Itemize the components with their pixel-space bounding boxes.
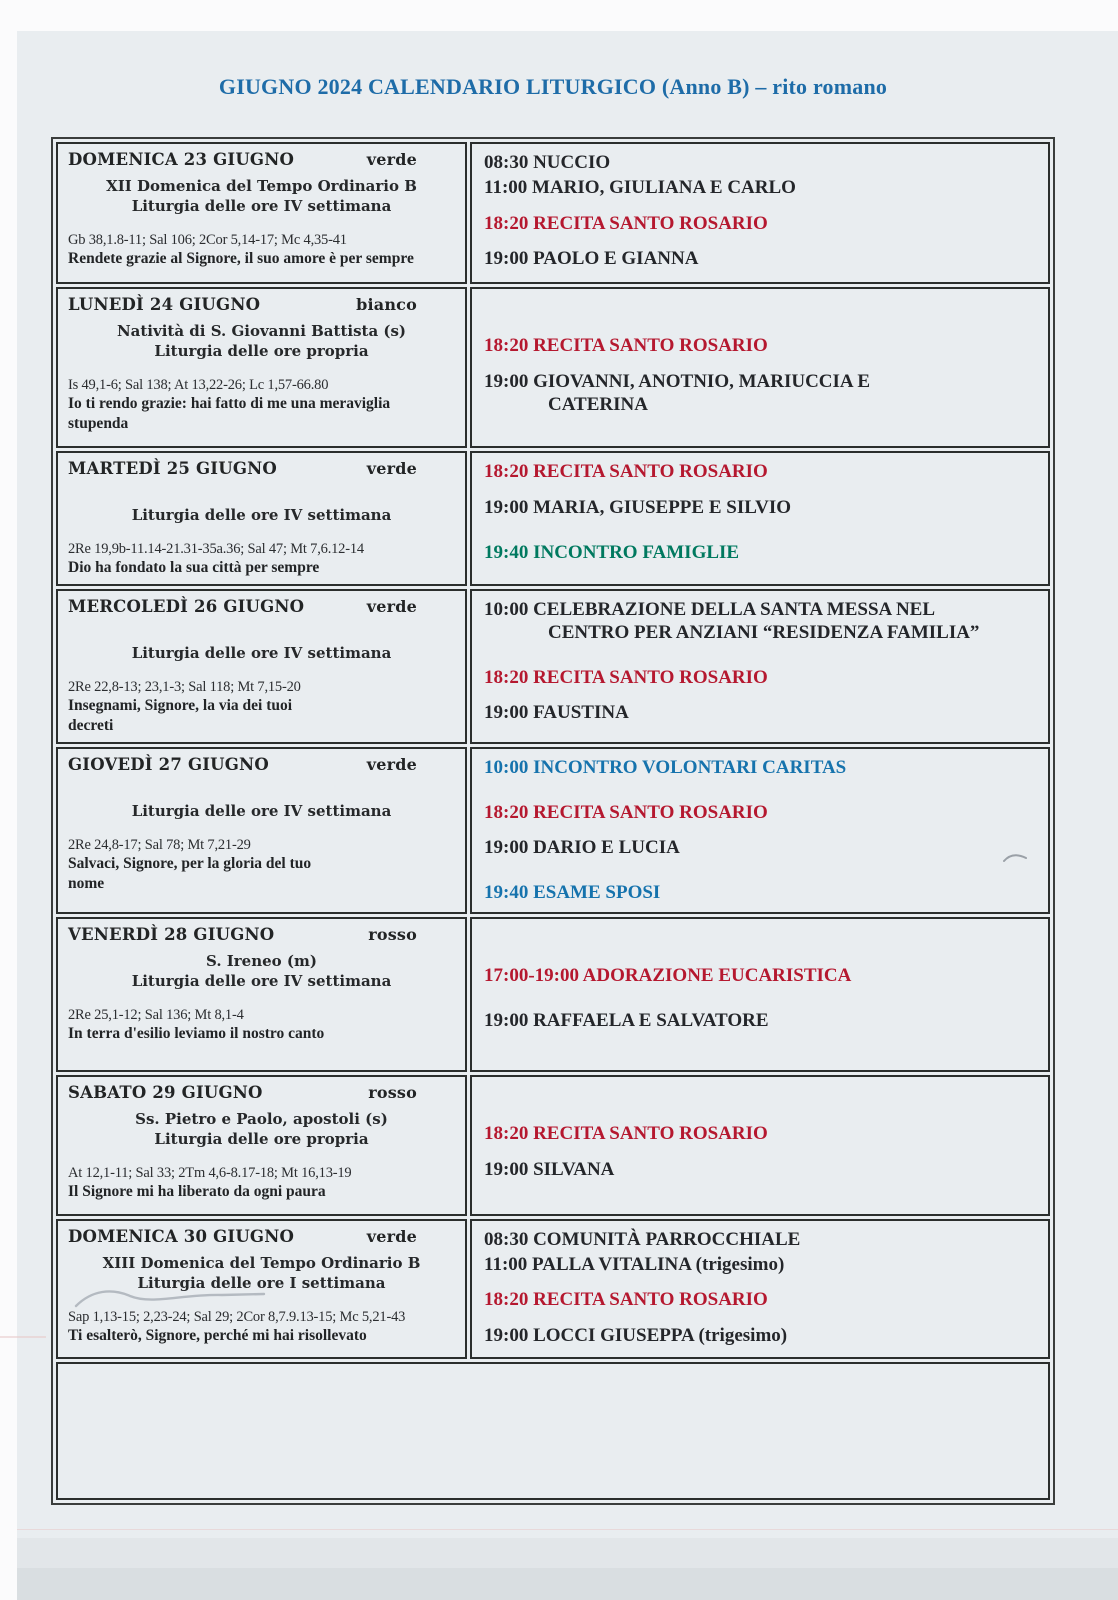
liturgy-of-hours: Liturgia delle ore IV settimana [131,643,392,662]
liturgical-color: rosso [368,1082,417,1102]
day-header [68,755,455,774]
event-line [484,1010,1036,1033]
feast-name: XII Domenica del Tempo Ordinario B [106,177,417,195]
feast-name: XIII Domenica del Tempo Ordinario B [102,1253,421,1272]
day-info-cell [56,287,467,448]
event-line [484,461,1036,484]
event-line [484,837,1036,860]
event-line [484,599,1036,645]
event-text-continued: CENTRO PER ANZIANI “RESIDENZA FAMILIA” [548,621,980,643]
empty-cell [56,1362,1050,1500]
psalm-response: Insegnami, Signore, la via dei tuoi [68,697,293,715]
event-line [484,1325,1036,1348]
psalm-response: Io ti rendo grazie: hai fatto di me una meraviglia [68,395,391,413]
day-row [56,589,1050,744]
liturgy-of-hours: Liturgia delle ore propria [154,1129,369,1148]
day-name: GIOVEDÌ 27 GIUGNO [68,754,269,774]
psalm-response: Salvaci, Signore, per la gloria del tuo [68,854,312,872]
event-line [484,1123,1036,1146]
day-info-cell [56,451,467,586]
event-line [484,757,1036,780]
day-info-cell [56,589,467,744]
readings-citation: 2Re 19,9b-11.14-21.31-35a.36; Sal 47; Mt 7,6.12-14 [68,541,364,557]
event-line [484,213,1036,236]
event-line [484,965,1036,988]
event-text: 08:30 NUCCIO [484,152,611,173]
day-header [68,1227,455,1246]
day-name: VENERDÌ 28 GIUGNO [68,924,275,944]
feast-name: Ss. Pietro e Paolo, apostoli (s) [135,1109,388,1128]
scan-bed-strip [17,1568,1118,1600]
event-text: 19:00 MARIA, GIUSEPPE E SILVIO [484,496,792,518]
day-header [68,925,455,944]
day-row [56,451,1050,586]
liturgical-color: verde [366,459,417,478]
day-header [68,150,455,169]
day-events-cell [470,1075,1050,1216]
event-text: 19:40 ESAME SPOSI [484,882,661,904]
day-header [68,597,455,616]
event-line [484,371,1036,417]
psalm-response: stupenda [68,414,129,432]
event-text: 18:20 RECITA SANTO ROSARIO [484,1289,768,1311]
scan-artifact-line [0,1336,46,1338]
feast-name: Natività di S. Giovanni Battista (s) [116,322,407,340]
event-line [484,802,1036,825]
event-text: 18:20 RECITA SANTO ROSARIO [484,461,768,482]
liturgy-of-hours: Liturgia delle ore IV settimana [131,971,392,990]
day-events-cell [470,917,1050,1072]
readings-citation: At 12,1-11; Sal 33; 2Tm 4,6-8.17-18; Mt 16,13-19 [68,1164,352,1181]
event-line [484,1254,1036,1277]
day-events-cell [470,747,1050,914]
psalm-response: Rendete grazie al Signore, il suo amore è per sempre [68,250,414,268]
readings-citation: Is 49,1-6; Sal 138; At 13,22-26; Lc 1,57-66.80 [68,377,329,393]
day-name: LUNEDÌ 24 GIUGNO [68,295,261,314]
event-text: 11:00 MARIO, GIULIANA E CARLO [484,176,796,198]
event-text: 11:00 PALLA VITALINA (trigesimo) [484,1253,785,1275]
liturgical-color: verde [366,596,417,616]
event-text: 19:00 RAFFAELA E SALVATORE [484,1009,769,1031]
psalm-response: nome [68,874,105,892]
liturgy-of-hours: Liturgia delle ore I settimana [137,1273,386,1292]
liturgical-color: rosso [368,924,417,944]
day-info-cell [56,747,467,914]
day-info-cell [56,917,467,1072]
event-text: 17:00-19:00 ADORAZIONE EUCARISTICA [484,964,852,986]
event-text: 08:30 COMUNITÀ PARROCCHIALE [484,1228,801,1250]
event-text-continued: CATERINA [548,393,648,415]
liturgy-of-hours: Liturgia delle ore propria [154,342,369,360]
day-name: MERCOLEDÌ 26 GIUGNO [68,596,305,616]
day-info-cell [56,142,467,284]
psalm-response: In terra d'esilio leviamo il nostro canto [68,1024,325,1042]
psalm-response: Dio ha fondato la sua città per sempre [68,559,320,577]
day-header [68,1083,455,1102]
day-row [56,142,1050,284]
event-text: 18:20 RECITA SANTO ROSARIO [484,335,768,356]
day-header [68,459,455,478]
scan-artifact-line [17,1529,1118,1530]
event-line [484,702,1036,725]
psalm-response: Ti esalterò, Signore, perché mi hai risollevato [68,1326,367,1344]
event-line [484,882,1036,905]
day-header [68,295,455,314]
day-name: MARTEDÌ 25 GIUGNO [68,459,277,478]
event-line [484,1229,1036,1252]
event-line [484,152,1036,175]
liturgy-of-hours: Liturgia delle ore IV settimana [131,506,392,524]
day-row [56,917,1050,1072]
feast-name: S. Ireneo (m) [206,951,317,970]
liturgical-color: bianco [356,295,417,314]
event-text: 19:40 INCONTRO FAMIGLIE [484,541,740,563]
day-events-cell [470,451,1050,586]
event-line [484,497,1036,520]
event-text: 18:20 RECITA SANTO ROSARIO [484,1122,768,1144]
day-info-cell [56,1075,467,1216]
event-text: 10:00 CELEBRAZIONE DELLA SANTA MESSA NEL [484,598,936,620]
event-text: 18:20 RECITA SANTO ROSARIO [484,801,768,823]
day-events-cell [470,1219,1050,1359]
readings-citation: 2Re 24,8-17; Sal 78; Mt 7,21-29 [68,836,251,853]
empty-row [56,1362,1050,1500]
feast-name [68,624,455,644]
event-line [484,1159,1036,1182]
day-row [56,747,1050,914]
liturgical-color: verde [366,754,417,774]
psalm-response: decreti [68,716,114,734]
event-text: 19:00 GIOVANNI, ANOTNIO, MARIUCCIA E [484,370,871,392]
day-events-cell [470,589,1050,744]
day-events-cell [470,142,1050,284]
day-name: DOMENICA 23 GIUGNO [68,150,295,169]
liturgical-color: verde [366,150,417,169]
event-text: 10:00 INCONTRO VOLONTARI CARITAS [484,756,847,778]
day-name: SABATO 29 GIUGNO [68,1082,263,1102]
event-line [484,248,1036,271]
day-events-cell [470,287,1050,448]
day-row [56,1219,1050,1359]
day-row [56,287,1050,448]
feast-name [68,782,455,802]
scan-bed-strip [17,1538,1118,1568]
event-line [484,335,1036,358]
event-text: 19:00 LOCCI GIUSEPPA (trigesimo) [484,1325,788,1347]
day-info-cell [56,1219,467,1359]
event-text: 19:00 FAUSTINA [484,702,629,724]
liturgical-color: verde [366,1226,417,1246]
readings-citation: 2Re 22,8-13; 23,1-3; Sal 118; Mt 7,15-20 [68,678,301,695]
event-text: 18:20 RECITA SANTO ROSARIO [484,212,768,234]
page-title: GIUGNO 2024 CALENDARIO LITURGICO (Anno B) – rito romano [218,74,888,99]
event-text: 19:00 PAOLO E GIANNA [484,248,699,270]
day-row [56,1075,1050,1216]
day-name: DOMENICA 30 GIUGNO [68,1226,295,1246]
readings-citation: Gb 38,1.8-11; Sal 106; 2Cor 5,14-17; Mc 4,35-41 [68,232,347,248]
liturgy-of-hours: Liturgia delle ore IV settimana [131,801,392,820]
event-text: 19:00 SILVANA [484,1158,615,1180]
event-text: 19:00 DARIO E LUCIA [484,837,680,859]
readings-citation: 2Re 25,1-12; Sal 136; Mt 8,1-4 [68,1006,244,1023]
liturgical-calendar-table [51,137,1055,1505]
event-line [484,542,1036,565]
event-text: 18:20 RECITA SANTO ROSARIO [484,666,768,688]
event-line [484,177,1036,200]
event-line [484,1289,1036,1312]
psalm-response: Il Signore mi ha liberato da ogni paura [68,1182,326,1200]
feast-name [68,486,455,506]
event-line [484,667,1036,690]
liturgy-of-hours: Liturgia delle ore IV settimana [131,197,392,215]
readings-citation: Sap 1,13-15; 2,23-24; Sal 29; 2Cor 8,7.9.13-15; Mc 5,21-43 [68,1308,406,1325]
